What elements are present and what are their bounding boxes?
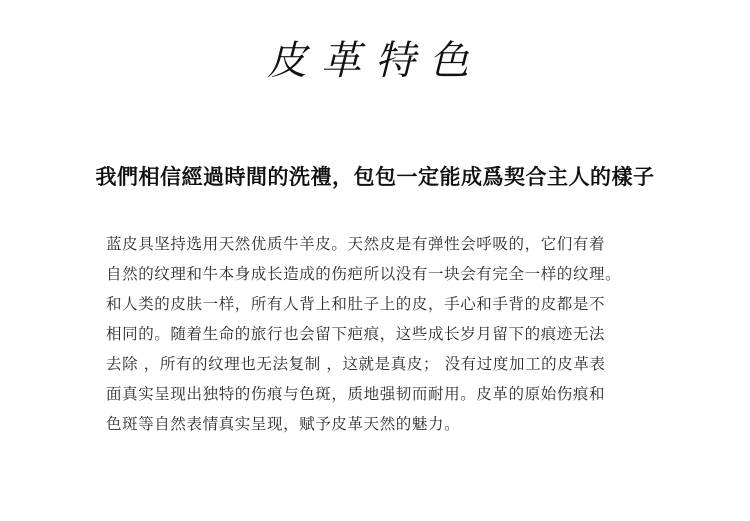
body-line: 蓝皮具坚持选用天然优质牛羊皮。天然皮是有弹性会呼吸的，它们有着 — [106, 235, 606, 253]
body-line: 自然的纹理和牛本身成长造成的伤疤所以没有一块会有完全一样的纹理。 — [106, 265, 622, 283]
body-line: 去除 ，所有的纹理也无法复制 ，这就是真皮； 没有过度加工的皮革表 — [106, 355, 606, 373]
body-line: 色斑等自然表情真实呈现，赋予皮革天然的魅力。 — [106, 415, 461, 433]
page-title: 皮革特色 — [267, 38, 483, 84]
body-line: 面真实呈现出独特的伤痕与色斑，质地强韧而耐用。皮革的原始伤痕和 — [106, 385, 606, 403]
body-line: 和人类的皮肤一样，所有人背上和肚子上的皮，手心和手背的皮都是不 — [106, 295, 606, 313]
page-subtitle: 我們相信經過時間的洗禮，包包一定能成爲契合主人的樣子 — [95, 164, 655, 189]
body-paragraph — [106, 229, 690, 439]
body-line: 相同的。随着生命的旅行也会留下疤痕，这些成长岁月留下的痕迹无法 — [106, 325, 606, 343]
